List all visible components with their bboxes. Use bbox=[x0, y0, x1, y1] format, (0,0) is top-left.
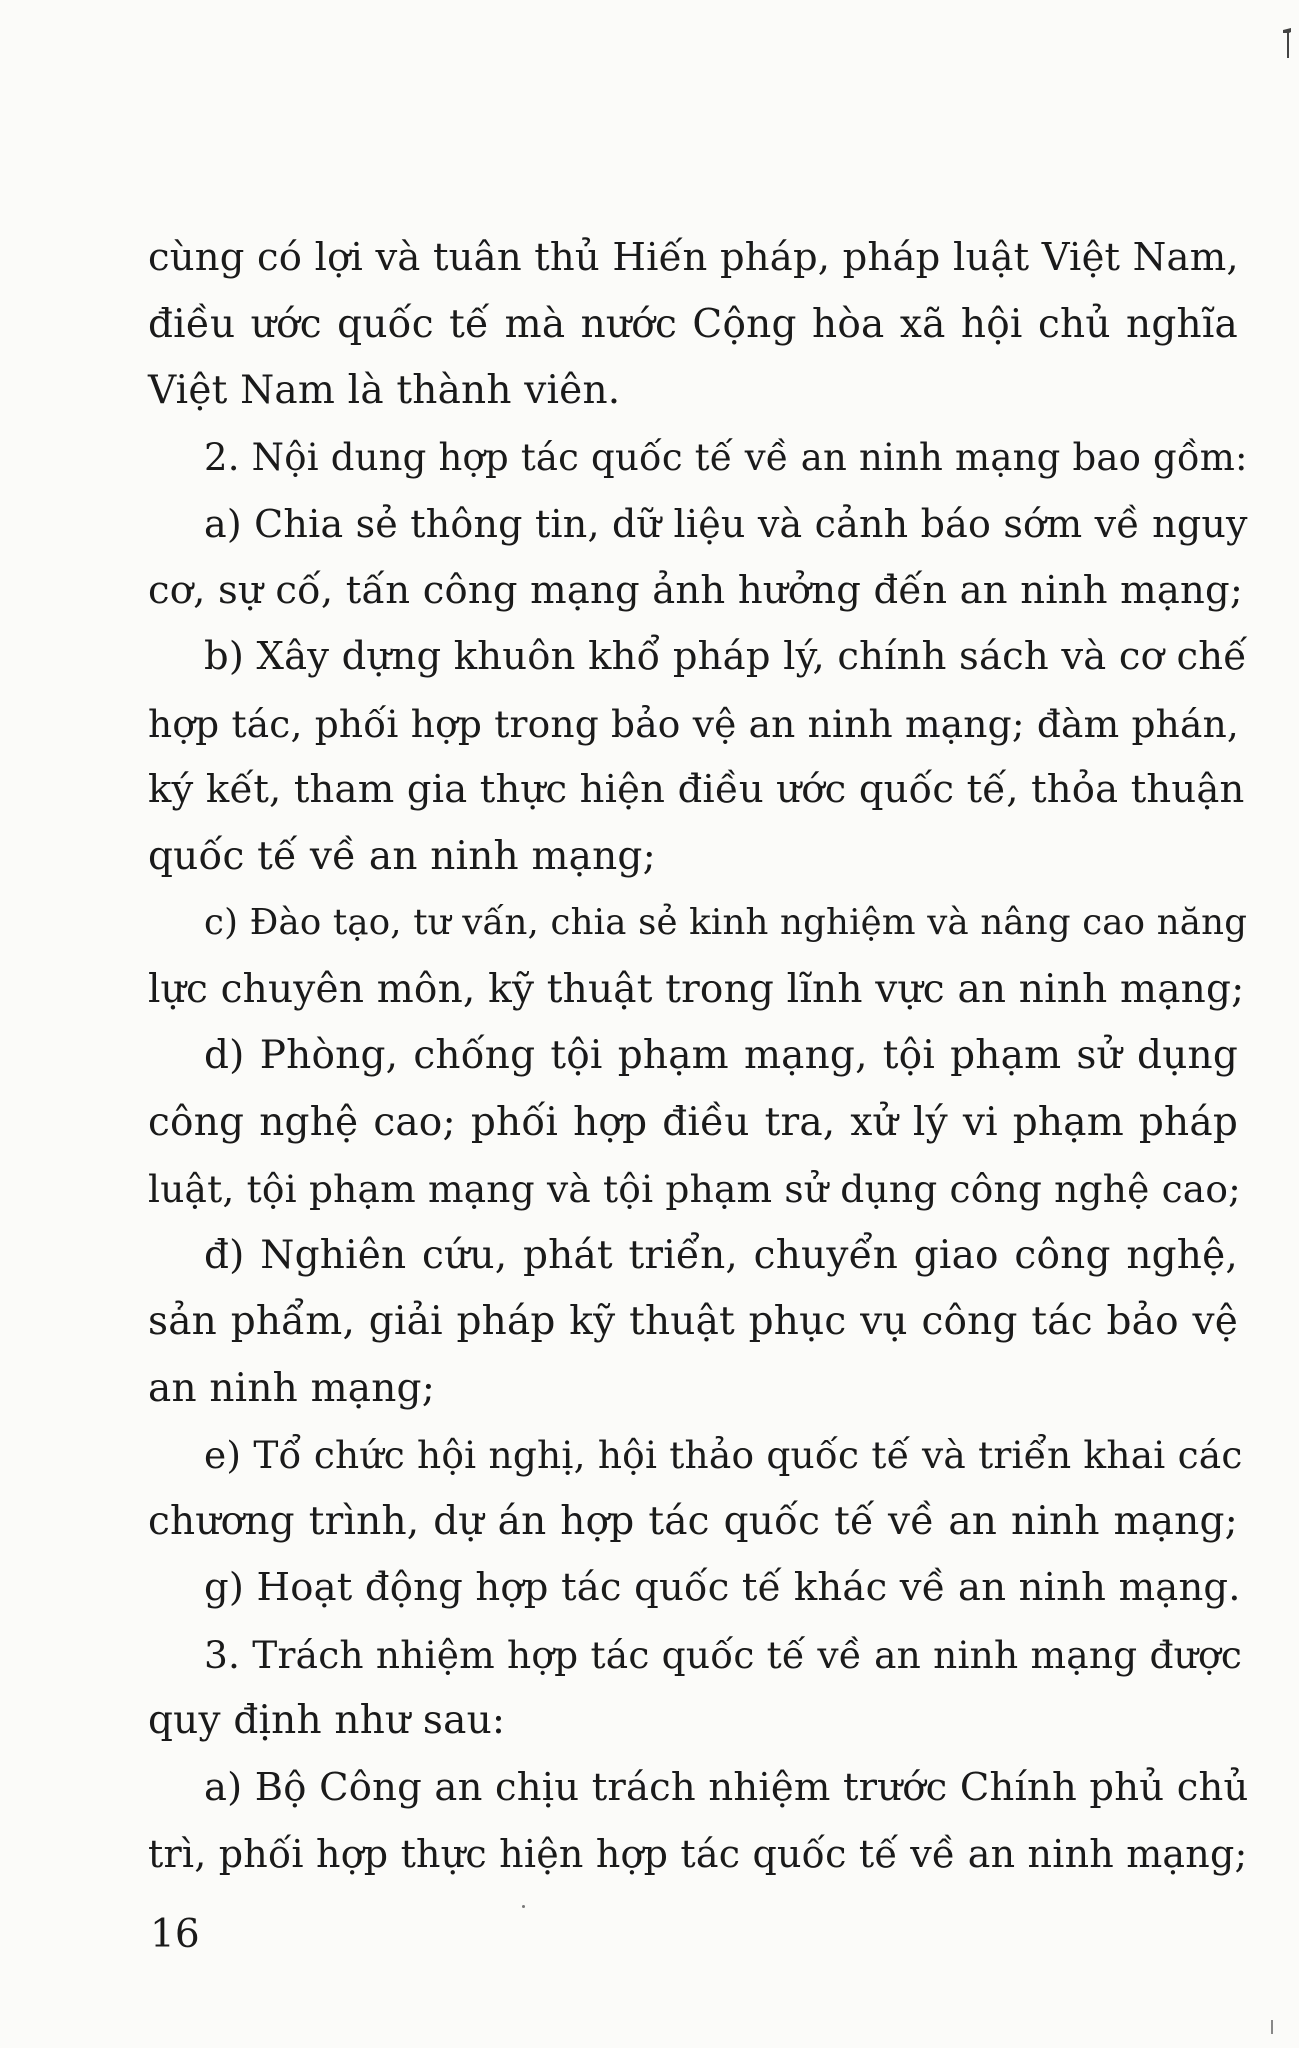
text-line: cùng có lợi và tuân thủ Hiến pháp, pháp luật Việt Nam, bbox=[148, 235, 1239, 280]
text-line: e) Tổ chức hội nghị, hội thảo quốc tế và triển khai các bbox=[204, 1433, 1243, 1477]
text-line: a) Chia sẻ thông tin, dữ liệu và cảnh báo sớm về nguy bbox=[204, 502, 1248, 546]
text-line: ký kết, tham gia thực hiện điều ước quốc tế, thỏa thuận bbox=[148, 767, 1245, 812]
text-line: an ninh mạng; bbox=[148, 1365, 436, 1411]
text-line: đ) Nghiên cứu, phát triển, chuyển giao công nghệ, bbox=[204, 1232, 1238, 1278]
text-line: quy định như sau: bbox=[148, 1698, 506, 1743]
text-line: hợp tác, phối hợp trong bảo vệ an ninh mạng; đàm phán, bbox=[148, 701, 1240, 746]
text-line: d) Phòng, chống tội phạm mạng, tội phạm sử dụng bbox=[204, 1033, 1238, 1078]
text-line: sản phẩm, giải pháp kỹ thuật phục vụ công tác bảo vệ bbox=[148, 1299, 1238, 1344]
text-line: lực chuyên môn, kỹ thuật trong lĩnh vực an ninh mạng; bbox=[148, 966, 1245, 1012]
text-line: điều ước quốc tế mà nước Cộng hòa xã hội chủ nghĩa bbox=[148, 301, 1238, 347]
text-line: Việt Nam là thành viên. bbox=[148, 368, 621, 413]
text-line: g) Hoạt động hợp tác quốc tế khác về an ninh mạng. bbox=[204, 1565, 1241, 1610]
text-line: b) Xây dựng khuôn khổ pháp lý, chính sách và cơ chế bbox=[204, 634, 1248, 679]
text-line: luật, tội phạm mạng và tội phạm sử dụng công nghệ cao; bbox=[148, 1167, 1241, 1211]
page-corner-mark bbox=[1283, 28, 1291, 58]
scan-speck bbox=[522, 1905, 525, 1908]
page-number: 16 bbox=[150, 1912, 200, 1957]
text-line: 3. Trách nhiệm hợp tác quốc tế về an ninh mạng được bbox=[204, 1632, 1243, 1677]
text-line: quốc tế về an ninh mạng; bbox=[148, 833, 656, 879]
text-line: c) Đào tạo, tư vấn, chia sẻ kinh nghiệm và nâng cao năng bbox=[204, 902, 1248, 943]
text-line: cơ, sự cố, tấn công mạng ảnh hưởng đến an ninh mạng; bbox=[148, 567, 1244, 613]
text-line: chương trình, dự án hợp tác quốc tế về an ninh mạng; bbox=[148, 1498, 1238, 1544]
text-line: a) Bộ Công an chịu trách nhiệm trước Chính phủ chủ bbox=[204, 1764, 1249, 1810]
text-line: 2. Nội dung hợp tác quốc tế về an ninh mạng bao gồm: bbox=[204, 435, 1248, 479]
text-line: trì, phối hợp thực hiện hợp tác quốc tế về an ninh mạng; bbox=[148, 1832, 1248, 1876]
text-line: công nghệ cao; phối hợp điều tra, xử lý vi phạm pháp bbox=[148, 1099, 1238, 1145]
body-text bbox=[148, 225, 1249, 1888]
scan-edge-mark bbox=[1271, 2020, 1273, 2034]
